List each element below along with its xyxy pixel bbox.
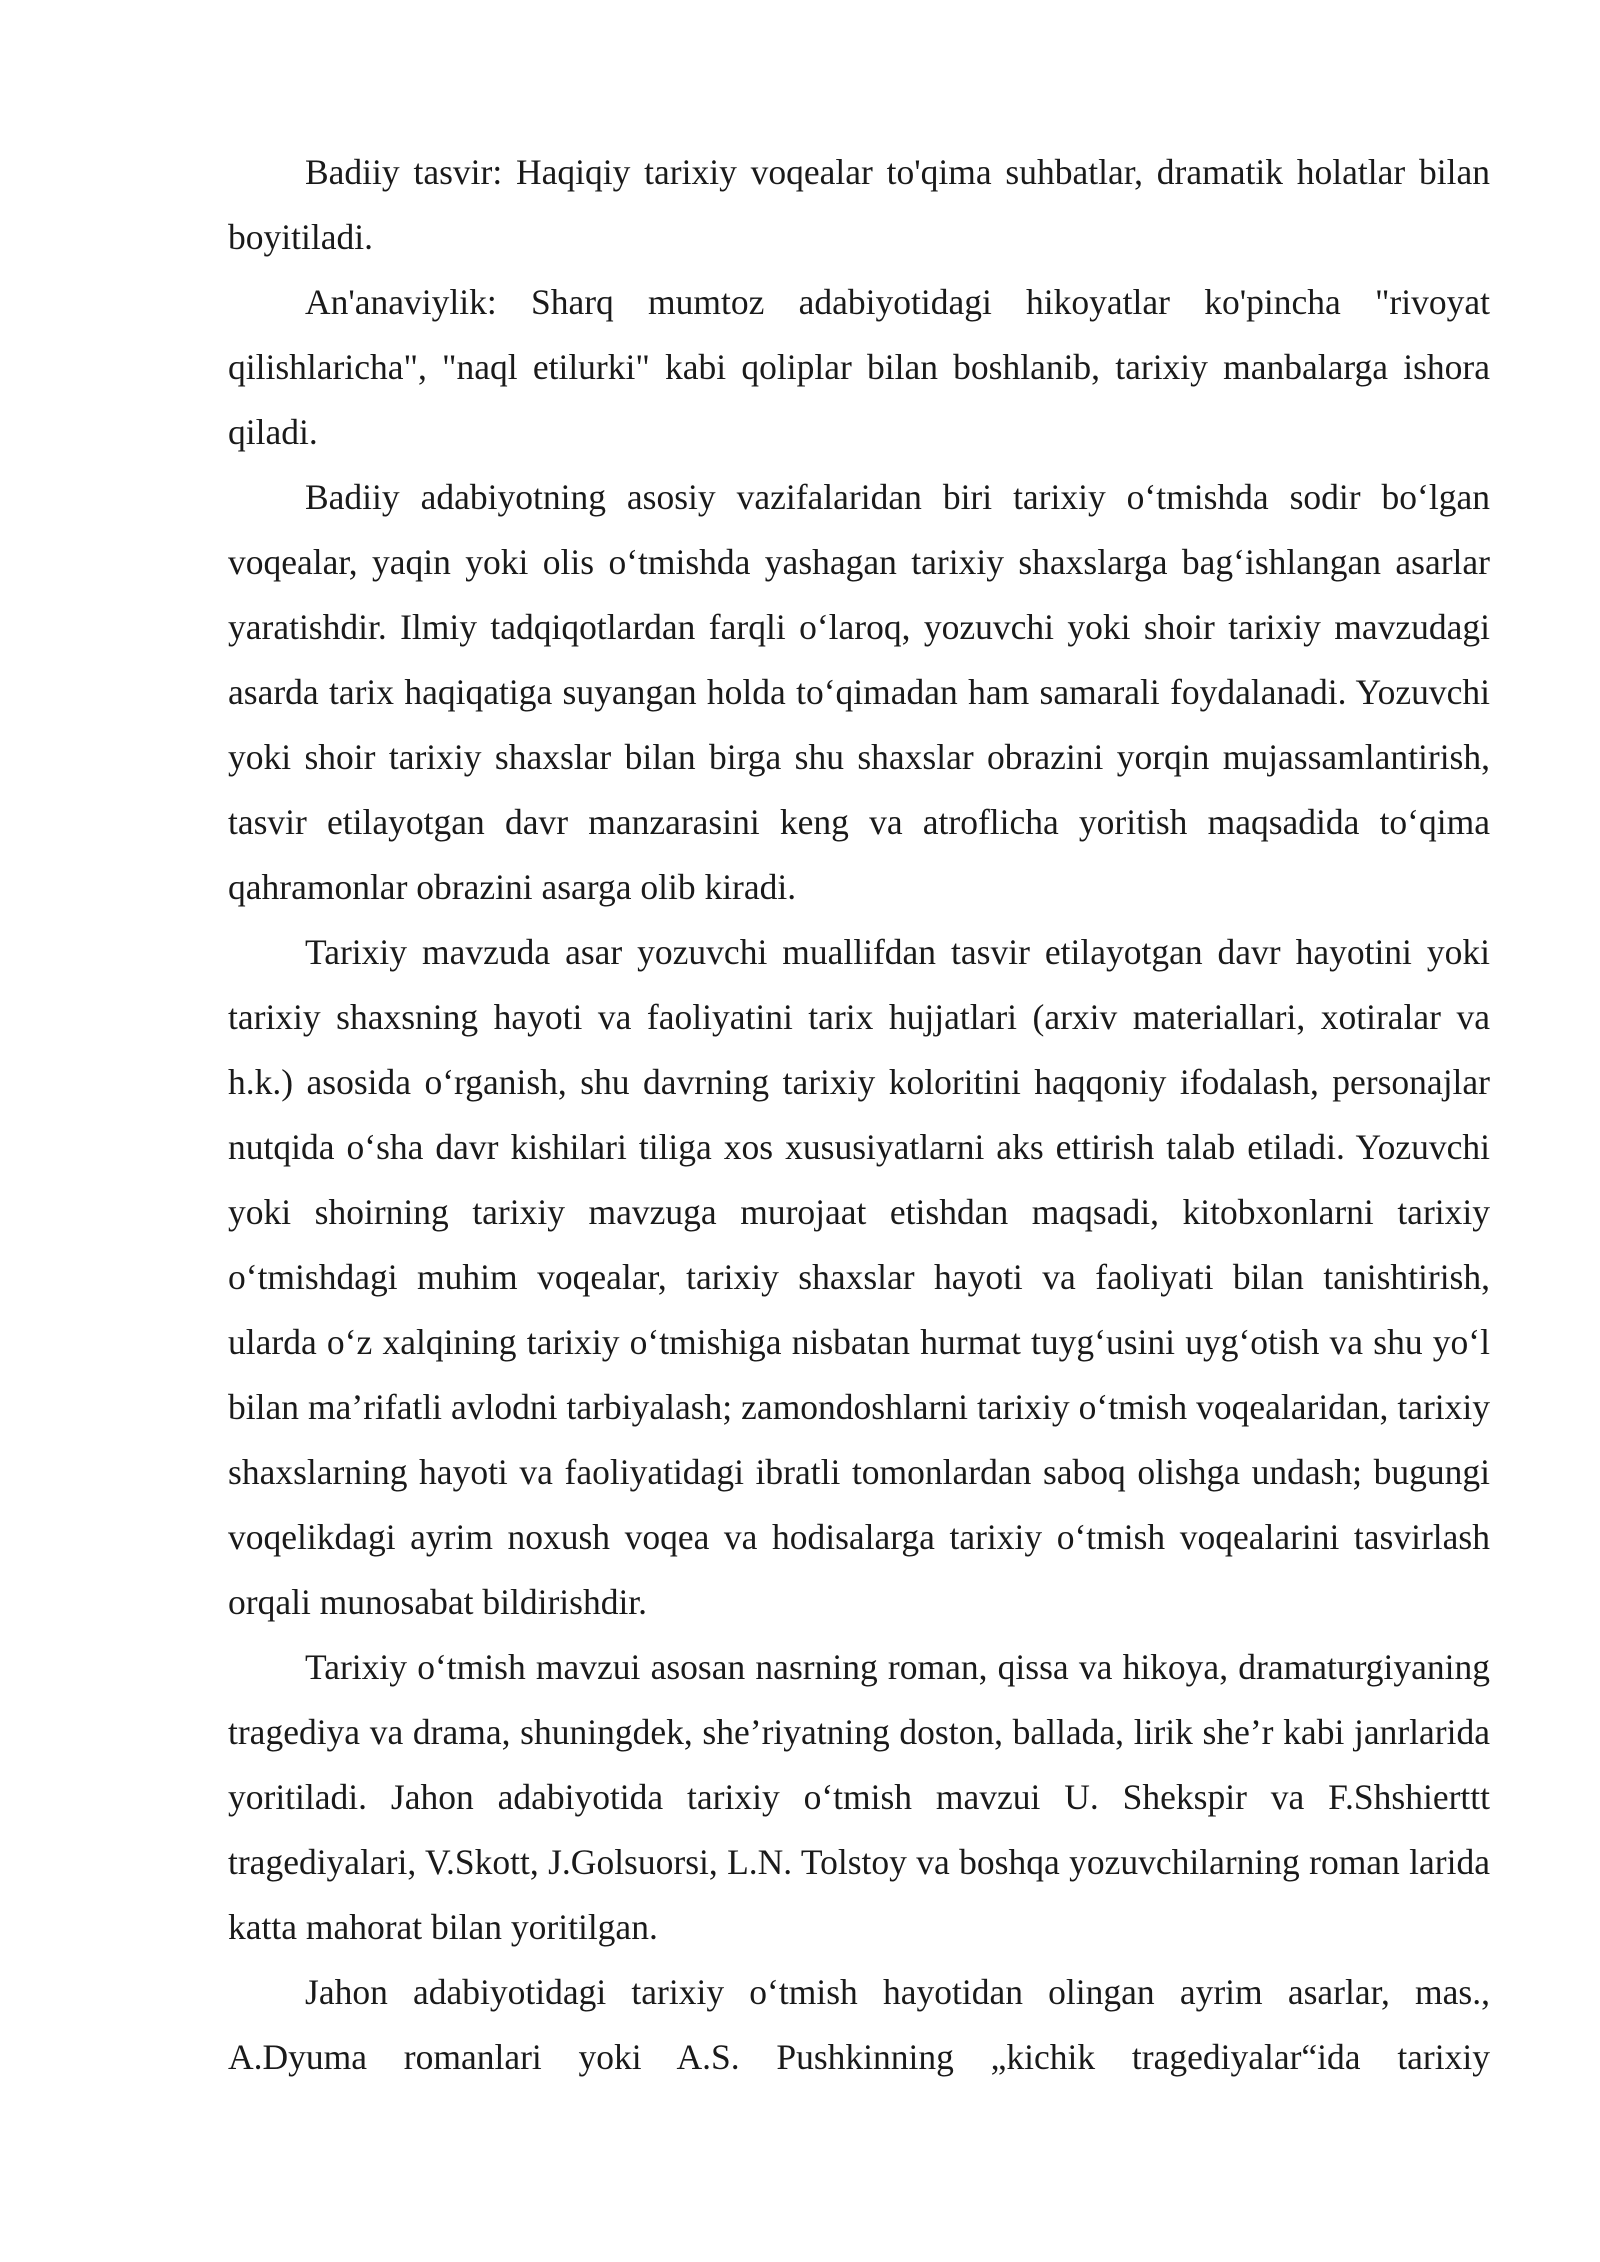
paragraph-artistic-depiction: Badiiy tasvir: Haqiqiy tarixiy voqealar to'qima suhbatlar, dramatik holatlar bilan boyitiladi. (228, 152, 1490, 257)
paragraph-literature-purpose: Badiiy adabiyotning asosiy vazifalaridan biri tarixiy o‘tmishda sodir bo‘lgan voqealar, yaqin yoki olis o‘tmishda yashagan tarixiy shaxslarga bag‘ishlangan asarlar yaratishdir. Ilmiy tadqiqotlardan farqli o‘laroq, yozuvchi yoki shoir tarixiy mavzudagi asarda tarix haqiqatiga suyangan holda to‘qimadan ham samarali foydalanadi. Yozuvchi yoki shoir tarixiy shaxslar bilan birga shu shaxslar obrazini yorqin mujassamlantirish, tasvir etilayotgan davr manzarasini keng va atroflicha yoritish maqsadida to‘qima qahramonlar obrazini asarga olib kiradi. (228, 477, 1490, 907)
paragraph-historical-theme-requirements: Tarixiy mavzuda asar yozuvchi muallifdan tasvir etilayotgan davr hayotini yoki tarixiy shaxsning hayoti va faoliyatini tarix hujjatlari (arxiv materiallari, xotiralar va h.k.) asosida o‘rganish, shu davrning tarixiy koloritini haqqoniy ifodalash, personajlar nutqida o‘sha davr kishilari tiliga xos xususiyatlarni aks ettirish talab etiladi. Yozuvchi yoki shoirning tarixiy mavzuga murojaat etishdan maqsadi, kitobxonlarni tarixiy o‘tmishdagi muhim voqealar, tarixiy shaxslar hayoti va faoliyati bilan tanishtirish, ularda o‘z xalqining tarixiy o‘tmishiga nisbatan hurmat tuyg‘usini uyg‘otish va shu yo‘l bilan ma’rifatli avlodni tarbiyalash; zamondoshlarni tarixiy o‘tmish voqealaridan, tarixiy shaxslarning hayoti va faoliyatidagi ibratli tomonlardan saboq olishga undash; bugungi voqelikdagi ayrim noxush voqea va hodisalarga tarixiy o‘tmish voqealarini tasvirlash orqali munosabat bildirishdir. (228, 932, 1490, 1622)
paragraph-traditionalism: An'anaviylik: Sharq mumtoz adabiyotidagi hikoyatlar ko'pincha "rivoyat qilishlaricha", "naql etilurki" kabi qoliplar bilan boshlanib, tarixiy manbalarga ishora qiladi. (228, 282, 1490, 452)
document-page (228, 140, 1490, 2090)
paragraph-genres: Tarixiy o‘tmish mavzui asosan nasrning roman, qissa va hikoya, dramaturgiyaning tragediya va drama, shuningdek, she’riyatning doston, ballada, lirik she’r kabi janrlarida yoritiladi. Jahon adabiyotida tarixiy o‘tmish mavzui U. Shekspir va F.Shshierttt tragediyalari, V.Skott, J.Golsuorsi, L.N. Tolstoy va boshqa yozuvchilarning roman larida katta mahorat bilan yoritilgan. (228, 1647, 1490, 1947)
paragraph-world-literature: Jahon adabiyotidagi tarixiy o‘tmish hayotidan olingan ayrim asarlar, mas., A.Dyuma romanlari yoki A.S. Pushkinning „kichik tragediyalar“ida tarixiy (228, 1972, 1490, 2077)
